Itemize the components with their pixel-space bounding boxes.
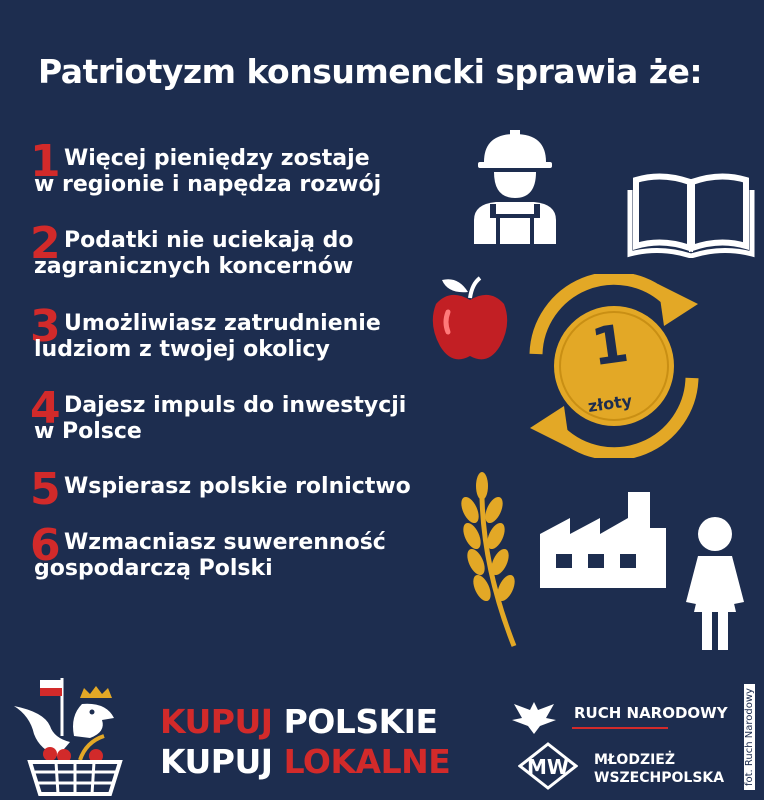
book-icon <box>626 168 756 258</box>
worker-icon <box>466 128 564 244</box>
svg-text:MW: MW <box>527 755 569 779</box>
ruch-narodowy-eagle-icon <box>510 698 558 736</box>
org-mlodziez-line2: WSZECHPOLSKA <box>594 770 725 786</box>
point-number: 3 <box>30 301 61 352</box>
point-text: w regionie i napędza rozwój <box>34 172 382 197</box>
point-text: ludziom z twojej okolicy <box>34 337 330 362</box>
point-text: Dajesz impuls do inwestycji <box>64 393 407 418</box>
point-text: Podatki nie uciekają do <box>64 228 354 253</box>
divider <box>572 727 668 729</box>
slogan-word: KUPUJ <box>160 702 273 741</box>
coin-value: 1 <box>587 313 633 379</box>
mw-logo-icon <box>518 742 578 790</box>
org-ruch-narodowy: RUCH NARODOWY <box>574 704 728 722</box>
point-number: 4 <box>30 383 61 434</box>
point-number: 6 <box>30 520 61 571</box>
wheat-icon <box>452 470 548 650</box>
point-text: Umożliwiasz zatrudnienie <box>64 311 381 336</box>
point-text: w Polsce <box>34 419 142 444</box>
page-title: Patriotyzm konsumencki sprawia że: <box>38 52 703 91</box>
point-text: Więcej pieniędzy zostaje <box>64 146 370 171</box>
apple-icon <box>428 270 512 366</box>
point-text: zagranicznych koncernów <box>34 254 354 279</box>
point-text: gospodarczą Polski <box>34 556 273 581</box>
point-number: 2 <box>30 218 61 269</box>
slogan-word: LOKALNE <box>283 742 451 781</box>
coin-unit: złoty <box>586 391 634 416</box>
eagle-basket-logo <box>10 676 140 796</box>
factory-icon <box>540 488 666 588</box>
slogan-word: POLSKIE <box>283 702 438 741</box>
point-number: 5 <box>30 464 61 515</box>
woman-icon <box>678 516 752 652</box>
point-text: Wzmacniasz suwerenność <box>64 530 386 555</box>
point-text: Wspierasz polskie rolnictwo <box>64 474 411 499</box>
point-number: 1 <box>30 136 61 187</box>
photo-credit: fot. Ruch Narodowy <box>744 684 755 790</box>
slogan <box>160 702 450 782</box>
slogan-word: KUPUJ <box>160 742 273 781</box>
org-mlodziez-line1: MŁODZIEŻ <box>594 752 676 768</box>
